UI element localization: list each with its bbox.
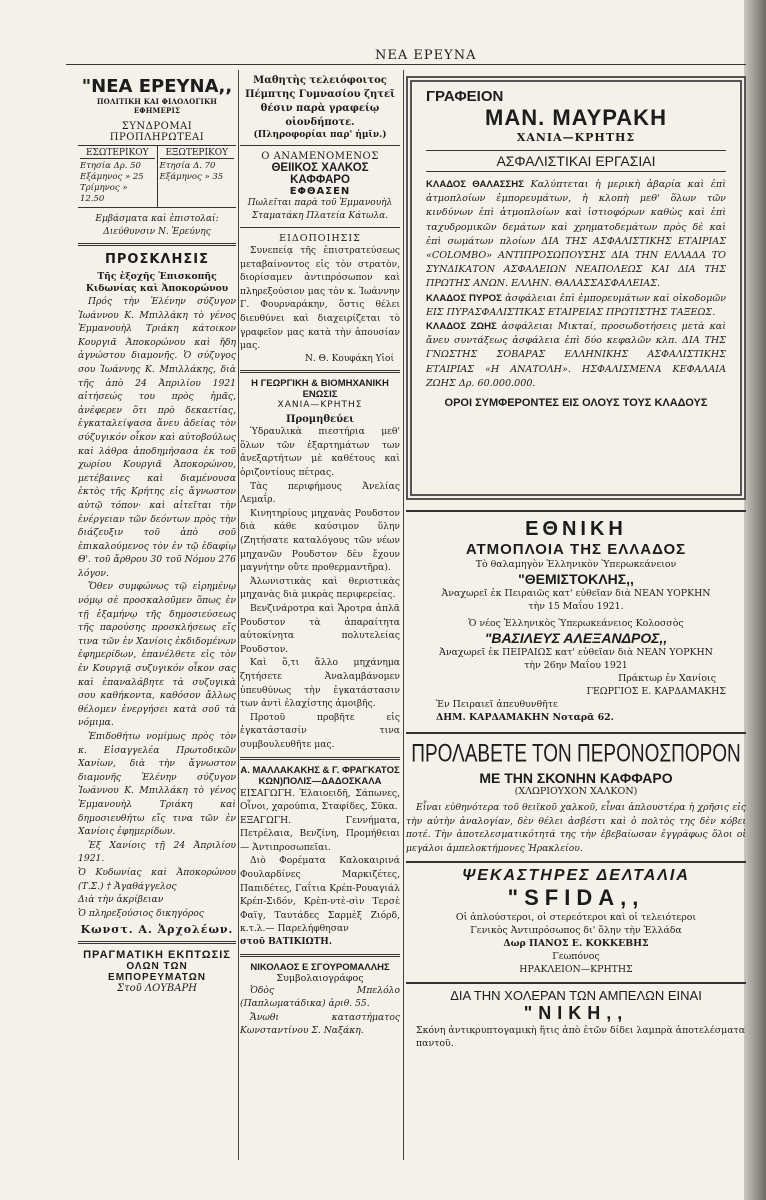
- industry-item: Ὑδραυλικὰ πιεστήρια μεθ' ὅλων τῶν ἐξαρτημάτων των ἀνεξαρτήτων μὲ καθέτους καὶ ὁριζοντίους πέτρας.: [240, 426, 400, 479]
- ship2-date: τὴν 26ην Μαΐου 1921: [524, 660, 628, 671]
- shipping-title-2: ΑΤΜΟΠΛΟΙΑ ΤΗΣ ΕΛΛΑΔΟΣ: [465, 541, 687, 558]
- insurance-office-label: ΓΡΑΦΕΙΟΝ: [426, 88, 504, 105]
- notice-heading: ΕΙΔΟΠΟΙΗΣΙΣ: [279, 233, 361, 244]
- inland-row: Τρίμηνος » 12.50: [80, 183, 128, 204]
- summons-body-2: Ὅθεν συμφώνως τῷ εἰρημένῳ νόμῳ σὲ προσκαλοῦμεν ὅπως ἐν τῇ ἐξαμήνῳ τῆς δημοσιεύσεως τῆς παρούσης προσκλήσεως εἴς τινα τῶν ἐν Χανίοις ἐκδιδομένων ἐφημερίδων, ἐπανέλθετε εἰς τὸν ἐν Κουργιᾷ συζυγικόν οἶκον σας καὶ ἐπαναλάβητε τὰ συζυγικὰ σου καθήκοντα, καθόσον ἄλλως θέλομεν ἐνεργήσει κατὰ σοῦ τὰ νόμιμα.: [78, 581, 236, 729]
- industry-heading: Η ΓΕΩΡΓΙΚΗ & ΒΙΟΜΗΧΑΝΙΚΗ ΕΝΩΣΙΣ: [251, 378, 389, 401]
- column-1: [78, 70, 236, 1180]
- inland-row: Ετησία Δρ. 50: [80, 161, 141, 171]
- industry-item: Τὰς περιφήμους Ἀνελίας Λεμαΐρ.: [240, 480, 400, 506]
- copper-sold: Πωλεῖται παρὰ τοῦ Ἐμμανουὴλ Σταματάκη Πλατεία Κάτωλα.: [247, 198, 393, 221]
- sprayer-title: ΨΕΚΑΣΤΗΡΕΣ ΔΕΛΤΑΛΙΑ: [462, 867, 690, 885]
- foreign-label: ΕΞΩΤΕΡΙΚΟΥ: [160, 148, 235, 159]
- ship1-name: "ΘΕΜΙΣΤΟΚΛΗΣ,,: [518, 571, 634, 587]
- nike-body: Σκόνη ἀντικρυπτογαμικὴ ἥτις ἀπὸ ἐτῶν δίδει λαμπρὰ ἀποτελέσματα παντοῦ.: [416, 1025, 746, 1050]
- sprayer-role: Γεωπόνος: [552, 951, 600, 963]
- insurance-sea-label: ΚΛΑΔΟΣ ΘΑΛΑΣΣΗΣ: [426, 179, 524, 190]
- notary-above: Ἄνωθι καταστήματος Κωνσταντίνου Σ. Ναξάκη.: [240, 1011, 400, 1037]
- agent-role: Πράκτωρ ἐν Χανίοις: [618, 673, 716, 684]
- copper-lead: Ο ΑΝΑΜΕΝΟΜΕΝΟΣ: [261, 151, 379, 162]
- sprayer-agent: Δωρ ΠΑΝΟΣ Ε. ΚΟΚΚΕΒΗΣ: [503, 938, 649, 950]
- insurance-footer: ΟΡΟΙ ΣΥΜΦΕΡΟΝΤΕΣ ΕΙΣ ΟΛΟΥΣ ΤΟΥΣ ΚΛΑΔΟΥΣ: [444, 397, 708, 410]
- inland-row: Εξάμηνος » 25: [80, 172, 144, 182]
- sprayer-line2: Γενικὸς Ἀντιπρόσωπος δι' ὅλην τὴν Ἑλλάδα: [470, 925, 682, 937]
- summons-date: Ἐξ Χανίοις τῇ 24 Ἀπριλίου 1921.: [78, 839, 236, 865]
- industry-item: Βενζινάροτρα καὶ Ἄροτρα ἁπλᾶ Ρουδστον τὰ ἀπαραίτητα αὐτοκίνητα πολυτελείας Ρουδστον.: [240, 602, 400, 655]
- insurance-fire-text: ἀσφάλειαι ἐπὶ ἐμπορευμάτων καὶ οἰκοδομῶν ΕΙΣ ΠΥΡΑΣΦΑΛΙΣΤΙΚΑΣ ΕΤΑΙΡΕΙΑΣ ΠΡΩΤΙΣΤΗΣ ΤΑΞΕΩΣ.: [426, 292, 726, 318]
- industry-item: Καὶ ὅ,τι ἄλλο μηχάνημα ζητήσετε Ἀναλαμβάνομεν ὑπευθύνως τὴν ἐγκατάστασιν των ἀντὶ ἐλαχίστης ἀμοιβῆς.: [240, 657, 400, 710]
- running-head: ΝΕΑ ΕΡΕΥΝΑ: [375, 48, 477, 63]
- foreign-row: Ετησία Δ. 70: [159, 161, 216, 171]
- discount-sub: ΟΛΩΝ ΤΩΝ ΕΜΠΟΡΕΥΜΑΤΩΝ: [108, 961, 206, 984]
- merchants-heading: Α. ΜΑΛΛΑΚΑΚΗΣ & Γ. ΦΡΑΓΚΑΤΟΣ: [240, 764, 400, 776]
- summons-lawyer-title: Ὁ πληρεξούσιος δικηγόρος: [78, 907, 204, 919]
- ship1-date: τὴν 15 Μαΐου 1921.: [528, 601, 624, 612]
- summons-court: Τῆς ἐξοχῆς Ἐπισκοπῆς Κιδωνίας καὶ Ἀποκορώνου: [85, 271, 229, 294]
- nike-lead: ΔΙΑ ΤΗΝ ΧΟΛΕΡΑΝ ΤΩΝ ΑΜΠΕΛΩΝ ΕΙΝΑΙ: [450, 988, 702, 1004]
- shipping-ad: [406, 510, 746, 724]
- industry-item: Προτοῦ προβῆτε εἰς ἐγκατάστασίν τινα συμβουλευθῆτε μας.: [240, 711, 400, 750]
- merchants-city: ΚΩΝ)ΠΟΛΙΣ—ΔΑΔΟΣΚΑΛΑ: [258, 775, 382, 787]
- industry-place: ΧΑΝΙΑ—ΚΡΗΤΗΣ: [277, 400, 363, 411]
- copper-arrived: ΕΦΘΑΣΕΝ: [289, 186, 351, 197]
- ship2-intro: Ὁ νέος Ἑλληνικὸς Ὑπερωκεάνειος Κολοσσὸς: [468, 618, 684, 629]
- insurance-life-label: ΚΛΑΔΟΣ ΖΩΗΣ: [426, 321, 497, 333]
- merchants-import: ΕΙΣΑΓΩΓΗ. Ἐλαιοειδῆ, Σάπωνες, Οἶνοι, χαρούπια, Σταφίδες, Σῦκα.: [240, 787, 400, 813]
- peronospora-ad: [406, 732, 746, 855]
- student-ad-info: (Πληροφορίαι παρ' ἡμῖν.): [253, 130, 387, 140]
- masthead-subtitle: ΠΟΛΙΤΙΚΗ ΚΑΙ ΦΙΛΟΛΟΓΙΚΗ ΕΦΗΜΕΡΙΣ: [96, 97, 218, 115]
- summons-body-3: Ἐπιδοθήτω νομίμως πρὸς τὸν κ. Εἰσαγγελέα Πρωτοδικῶν Χανίων, διὰ τὴν ἄγνωστον διαμονῆς Ἑλένην σύζυγον Ἰωάννου Κ. Μπιλλάκη τὸ γένος Ἐμμανουὴλ Τριάκη καὶ δημοσιευθήτω εἴς τινα τῶν ἐν Χανίοις ἐφημερίδων.: [78, 731, 236, 838]
- sprayer-ad: [406, 861, 746, 976]
- merchants-shop: στοῦ ΒΑΤΙΚΙΩΤΗ.: [240, 937, 332, 948]
- remittance-to: Διεύθυνσιν Ν. Ἐρεύνης: [103, 226, 211, 237]
- peronospora-paren: (ΧΛΩΡΙΟΥΧΟΝ ΧΑΛΚΟΝ): [514, 786, 638, 797]
- merchants-agents: Διὸ Φορέματα Καλοκαιρινά Φουλαρδίνες Μαρκιζέτες, Παπιδέτες, Γαΐτια Κρέπ-Ρουαγιάλ Κρέπ-Σιδόν, Κρὲπ-ντὲ-σὶν Τερσὲ Φαϊγ, Ταυτάδες Σαρμὲξ Ζιόρδ, κ.τ.λ.— Παρελήφθησαν: [240, 855, 400, 935]
- ship2-name: "ΒΑΣΙΛΕΥΣ ΑΛΕΞΑΝΔΡΟΣ,,: [484, 630, 668, 646]
- sprayer-line1: Οἱ ἁπλούστεροι, οἱ στερεότεροι καὶ οἱ τελειότεροι: [455, 912, 697, 924]
- masthead-title: "ΝΕΑ ΕΡΕΥΝΑ,,: [81, 76, 233, 97]
- insurance-place: ΧΑΝΙΑ—ΚΡΗΤΗΣ: [516, 131, 636, 144]
- piraeus-agent: ΔΗΜ. ΚΑΡΔΑΜΑΚΗΝ Νοταρᾶ 62.: [436, 712, 614, 723]
- notary-address: Ὁδὸς Μπελόλο (Παπλωματάδικα) ἀριθ. 55.: [240, 984, 400, 1010]
- industry-supplies: Προμηθεύει: [286, 414, 354, 426]
- student-ad: Μαθητὴς τελειόφοιτος Πέμπτης Γυμνασίου ζητεῖ θέσιν παρὰ γραφείῳ οἱονδήποτε.: [245, 75, 395, 128]
- summons-signer: Ὁ Κυδωνίας καὶ Ἀποκορώνου (Τ.Σ.) † Ἀγαθάγγελος: [78, 866, 236, 892]
- summons-body: Πρός τὴν Ἑλένην σύζυγον Ἰωάννου Κ. Μπιλλάκη τὸ γένος Ἐμμανουὴλ Τριάκη κάτοικον Κουργιᾶ Ἀποκορώνου καὶ ἤδη ἀγνώστου διαμονῆς. Ὁ σύζυγος σου Ἰωάννης Κ. Μπιλλάκης, διὰ τῆς ἀπὸ 24 Ἀπριλίου 1921 αἰτήσεώς του πρὸς ἡμᾶς, ἀνέφερεν ὅτι πρὸ δεκαετίας, ἐγκαταλείψασα ἄνευ ἀδείας τὸν σύζυγικόν οἶκον καὶ αὐτοβούλως καὶ λάθρα ἀποδημήσασα ἐκ τοῦ χωρίου Κουργιᾶ Ἀποκορώνου, μετέβαινες καὶ διαμένουσα ἐκτὸς τῆς Κρήτης εἰς ἄγνωστον αὐτῷ τόπον· καὶ αἰτεῖται τὴν ἐνέργειαν τῶν δεόντων πρὸς τὴν διάζευξιν τοῦ ἀπὸ σοῦ ἐπικαλούμενος τὸν ἐν τῷ ἐδαφίῳ Θ'. τοῦ ἄρθρου 30 τοῦ Νόμου 276 λόγον.: [78, 296, 236, 579]
- page-edge: [744, 0, 766, 1200]
- summons-heading: ΠΡΟΣΚΛΗΣΙΣ: [105, 252, 209, 267]
- nike-brand: "ΝΙΚΗ,,: [523, 1003, 629, 1024]
- insurance-ad: [406, 76, 746, 500]
- subscriptions-heading: ΣΥΝΔΡΟΜΑΙ ΠΡΟΠΛΗΡΩΤΕΑΙ: [78, 121, 236, 146]
- column-rule-1: [238, 70, 239, 1160]
- summons-true-copy: Διὰ τὴν ἀκρίβειαν: [78, 894, 164, 906]
- nike-ad: [406, 982, 746, 1050]
- piraeus: Ἐν Πειραιεῖ ἀπευθυνθῆτε: [436, 699, 558, 710]
- notary-role: Συμβολαιογράφος: [276, 972, 364, 984]
- insurance-work: ΑΣΦΑΛΙΣΤΙΚΑΙ ΕΡΓΑΣΙΑΙ: [426, 150, 726, 172]
- column-3: [406, 70, 746, 1180]
- copper-title: ΘΕΙΙΚΟΣ ΧΑΛΚΟΣ ΚΑΦΦΑΡΟ: [271, 162, 369, 186]
- discount-heading: ΠΡΑΓΜΑΤΙΚΗ ΕΚΠΤΩΣΙΣ: [83, 949, 231, 962]
- peronospora-subtitle: ΜΕ ΤΗΝ ΣΚΟΝΗΝ ΚΑΦΦΑΡΟ: [479, 770, 673, 786]
- column-rule-2: [403, 70, 404, 1160]
- merchants-export: ΕΞΑΓΩΓΗ. Γεννήματα, Πετρέλαια, Βενζίνη, Προμήθειαι — Ἀντιπροσωπεῖαι.: [240, 814, 400, 853]
- industry-item: Ἀλωνιστικὰς καὶ θεριστικὰς μηχανὰς διὰ μικρὰς περιφερείας.: [240, 575, 400, 601]
- sprayer-city: ΗΡΑΚΛΕΙΟΝ—ΚΡΗΤΗΣ: [519, 964, 633, 976]
- notice-sign: Ν. Θ. Κουφάκη Υἱοί: [305, 353, 394, 364]
- ship2-route: Ἀναχωρεῖ ἐκ ΠΕΙΡΑΙΩΣ κατ' εὐθεῖαν διὰ ΝΕΑΝ ΥΟΡΚΗΝ: [439, 647, 713, 658]
- discount-place: Στοῦ ΛΟΥΒΑΡΗ: [117, 983, 197, 995]
- notice-body: Συνεπείᾳ τῆς ἐπιστρατεύσεως μεταβαίνοντος εἰς τὸν στρατὸν, διορίσαμεν ἀντιπρόσωπον καὶ πληρεξούσιον μας τὸν κ. Ἰωάννην Γ. Φουρναράκην, ὅστις θέλει διευθύνει καὶ διαχειρίζεται τὸ γραφεῖον μας κατὰ τὴν ἀπουσίαν μας.: [240, 245, 400, 352]
- inland-label: ΕΣΩΤΕΡΙΚΟΥ: [80, 148, 155, 159]
- peronospora-title: ΠΡΟΛΑΒΕΤΕ ΤΟΝ ΠΕΡΟΝΟΣΠΟΡΟΝ: [411, 740, 741, 768]
- top-rule: [66, 64, 746, 65]
- remittance-line: Εμβάσματα καὶ ἐπιστολαί:: [95, 214, 219, 224]
- insurance-sea-text: Καλύπτεται ἡ μερικὴ ἀβαρία καὶ ἐπὶ ἀτμοπλοίων ἐμπορευμάτων, ἡ κλοπὴ μεθ' ὅλων τῶν κινδύνων ἐπὶ ἀτμοπλοίων καὶ ἱστιοφόρων καθὼς καὶ ἐπὶ ταχυδρομικῶν δεμάτων καὶ χρηματοδεμάτων πρὸς δὲ καὶ ἐπὶ σωμάτων πλοίων ΔΙΑ ΤΗΣ ΑΣΦΑΛΙΣΤΙΚΗΣ ΕΤΑΙΡΙΑΣ «COLOMBO» ΑΝΤΙΠΡΟΣΩΠΟΥΣΗΣ ΔΙΑ ΤΗΝ ΕΛΛΑΔΑ ΤΟ ΣΥΝΔΙΚΑΤΟΝ ΑΣΦΑΛΕΙΩΝ ΝΕΑΠΟΛΕΩΣ ΚΑΙ ΔΙΑ ΤΗΣ ΠΡΩΤΗΣ ΑΝΩΝ. ΕΛΛΗΝ. ΘΑΛΑΣΣΑΣΦΑΛΕΙΑΣ.: [426, 179, 726, 290]
- agent-name: ΓΕΩΡΓΙΟΣ Ε. ΚΑΡΔΑΜΑΚΗΣ: [586, 686, 726, 697]
- shipping-title-1: ΕΘΝΙΚΗ: [525, 518, 627, 540]
- industry-item: Κινητηρίους μηχανὰς Ρουδστον διὰ κάθε καύσιμον ὕλην (Ζητήσατε καταλόγους τῶν νέων μηχανῶν Ρουδστον δὲν ἔχουν μαγνήτην οὔτε προθερμαντῆρα).: [240, 507, 400, 574]
- summons-lawyer-name: Κωνστ. Α. Ἀρχολέων.: [80, 923, 234, 937]
- ship1-intro: Τὸ θαλαμηγὸν Ἑλληνικὸν Ὑπερωκεάνειον: [475, 559, 677, 570]
- column-2: [240, 70, 400, 1180]
- insurance-life-text: ἀσφάλειαι Μικταί, προσωδοτήσεις μετὰ καὶ ἄνευ συντάξεως ἀσφάλεια ἐπὶ δύο κεφαλῶν κλπ. ΔΙΑ ΤΗΣ ΓΝΩΣΤΗΣ ΣΟΒΑΡΑΣ ΕΛΛΗΝΙΚΗΣ ΑΣΦΑΛΙΣΤΙΚΗΣ ΕΤΑΙΡΙΑΣ «Η ΑΝΑΤΟΛΗ». ΗΣΦΑΛΙΣΜΕΝΑ ΚΕΦΑΛΑΙΑ ΖΩΗΣ Δρ. 60.000.000.: [426, 321, 726, 389]
- insurance-fire-label: ΚΛΑΔΟΣ ΠΥΡΟΣ: [426, 292, 502, 304]
- insurance-name: ΜΑΝ. ΜΑΥΡΑΚΗ: [485, 105, 667, 130]
- sprayer-brand: "SFIDA,,: [507, 885, 645, 911]
- notary-heading: ΝΙΚΟΛΑΟΣ Ε ΣΓΟΥΡΟΜΑΛΛΗΣ: [250, 961, 390, 973]
- subscriptions-table: [78, 146, 236, 208]
- foreign-row: Εξάμηνος » 35: [159, 172, 224, 182]
- ship1-route: Ἀναχωρεῖ ἐκ Πειραιῶς κατ' εὐθεῖαν διὰ ΝΕΑΝ ΥΟΡΚΗΝ: [441, 588, 711, 599]
- peronospora-body: Εἶναι εὐθηνότερα τοῦ θειϊκοῦ χαλκοῦ, εἶναι ἀπλουστέρα ἡ χρῆσις εἰς τὴν αὐτὴν ἀναλογίαν, δὲν θέλει ἀσβέστι καὶ ὁ πολτὸς της δὲν κόβει ποτέ. Τὴν ἀποτελεσματικότητά της τὴν ἐβεβαίωσαν ἐγγράφως ὅλοι οἱ μεγάλοι ἀμπελοκτήμονες Ἡρακλείου.: [406, 802, 746, 854]
